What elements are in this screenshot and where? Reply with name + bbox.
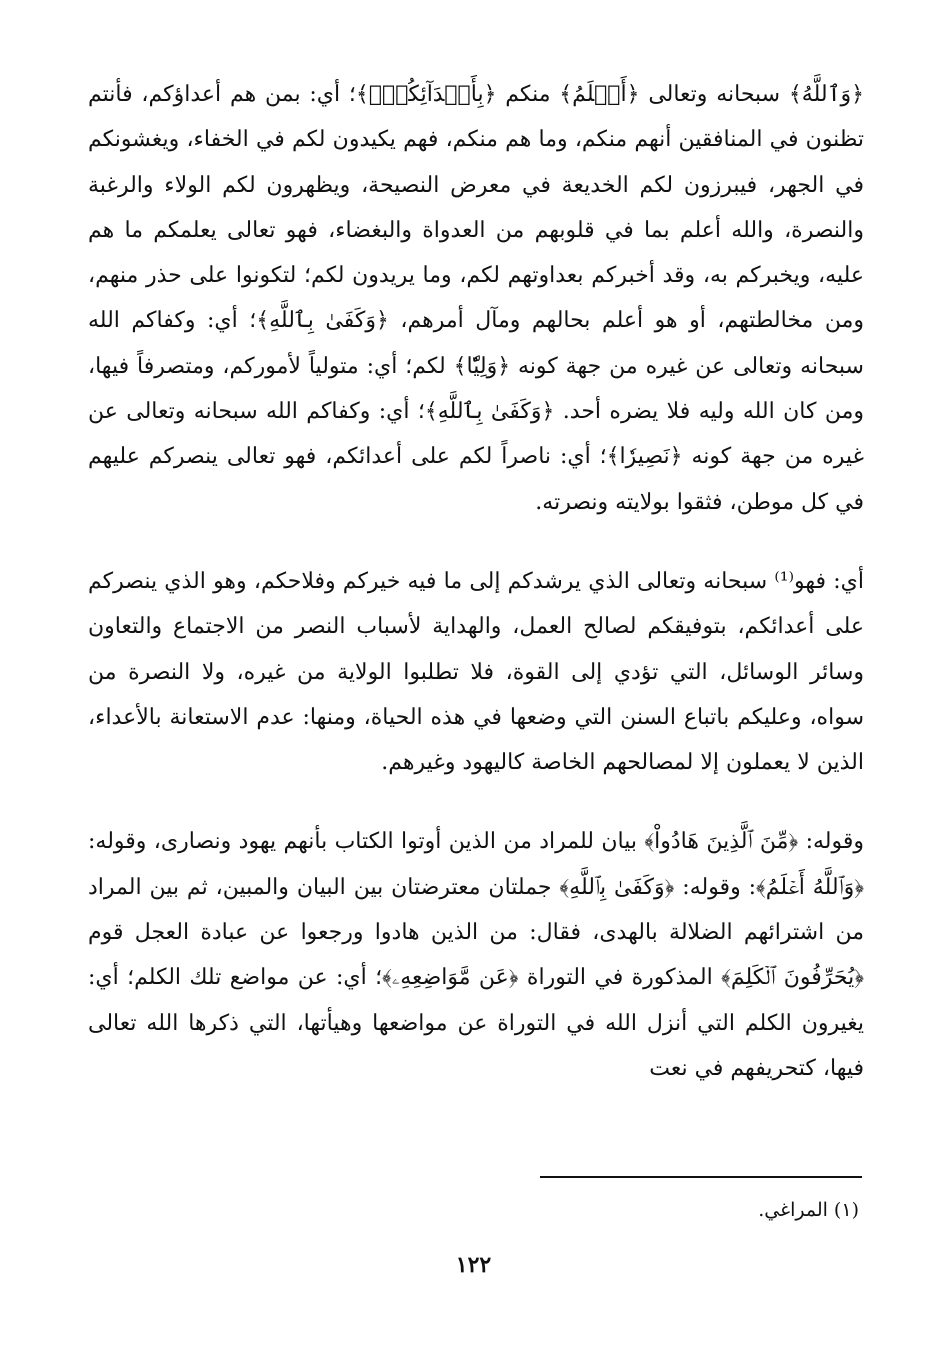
- paragraph-2: أي: فهو⁽¹⁾ سبحانه وتعالى الذي يرشدكم إلى ما فيه خيركم وفلاحكم، وهو الذي ينصركم على أعدائكم، بتوفيقكم لصالح العمل، والهداية لأسباب النصر من الاجتماع والتعاون وسائر الوسائل، التي تؤدي إلى القوة، فلا تطلبوا الولاية من غيره، ولا النصرة من سواه، وعليكم باتباع السنن التي وضعها في هذه الحياة، ومنها: عدم الاستعانة بالأعداء، الذين لا يعملون إلا لمصالحهم الخاصة كاليهود وغيرهم.: [88, 568, 864, 776]
- page-number: ١٢٢: [455, 1252, 492, 1278]
- page-body: [88, 72, 864, 1091]
- footnote: (١) المراغي.: [758, 1199, 859, 1221]
- paragraph-3: وقوله: ﴿مِّنَ ٱلَّذِينَ هَادُواْ﴾ بيان للمراد من الذين أوتوا الكتاب بأنهم يهود ونصارى، وقوله: ﴿وَٱللَّهُ أَعۡلَمُ﴾: وقوله: ﴿وَكَفَىٰ بِٱللَّهِ﴾ جملتان معترضتان بين البيان والمبين، ثم بين المراد من اشترائهم الضلالة بالهدى، فقال: من الذين هادوا ورجعوا عن عبادة العجل قوم ﴿يُحَرِّفُونَ ٱلۡكَلِمَ﴾ المذكورة في التوراة ﴿عَن مَّوَاضِعِهِۦ﴾؛ أي: عن مواضع تلك الكلم؛ أي: يغيرون الكلم التي أنزل الله في التوراة عن مواضعها وهيأتها، التي ذكرها الله تعالى فيها، كتحريفهم في نعت: [88, 829, 865, 1081]
- footnote-divider: [540, 1176, 862, 1178]
- paragraph-1: ﴿وَٱللَّهُ﴾ سبحانه وتعالى ﴿أَعۡلَمُ﴾ منكم ﴿بِأَعۡدَآئِكُمۡۚ﴾؛ أي: بمن هم أعداؤكم، فأنتم تظنون في المنافقين أنهم منكم، وما هم منكم، فهم يكيدون لكم في الخفاء، ويغشونكم في الجهر، فيبرزون لكم الخديعة في معرض النصيحة، ويظهرون لكم الولاء والرغبة والنصرة، والله أعلم بما في قلوبهم من العدواة والبغضاء، فهو تعالى يعلمكم ما هم عليه، ويخبركم به، وقد أخبركم بعداوتهم لكم، وما يريدون لكم؛ لتكونوا على حذر منهم، ومن مخالطتهم، أو هو أعلم بحالهم ومآل أمرهم، ﴿وَكَفَىٰ بِٱللَّهِ﴾؛ أي: وكفاكم الله سبحانه وتعالى عن غيره من جهة كونه ﴿وَلِيّٗا﴾ لكم؛ أي: متولياً لأموركم، ومتصرفاً فيها، ومن كان الله وليه فلا يضره أحد. ﴿وَكَفَىٰ بِٱللَّهِ﴾؛ أي: وكفاكم الله سبحانه وتعالى عن غيره من جهة كونه ﴿نَصِيرٗا﴾؛ أي: ناصراً لكم على أعدائكم، فهو تعالى ينصركم عليهم في كل موطن، فثقوا بولايته ونصرته.: [88, 82, 864, 515]
